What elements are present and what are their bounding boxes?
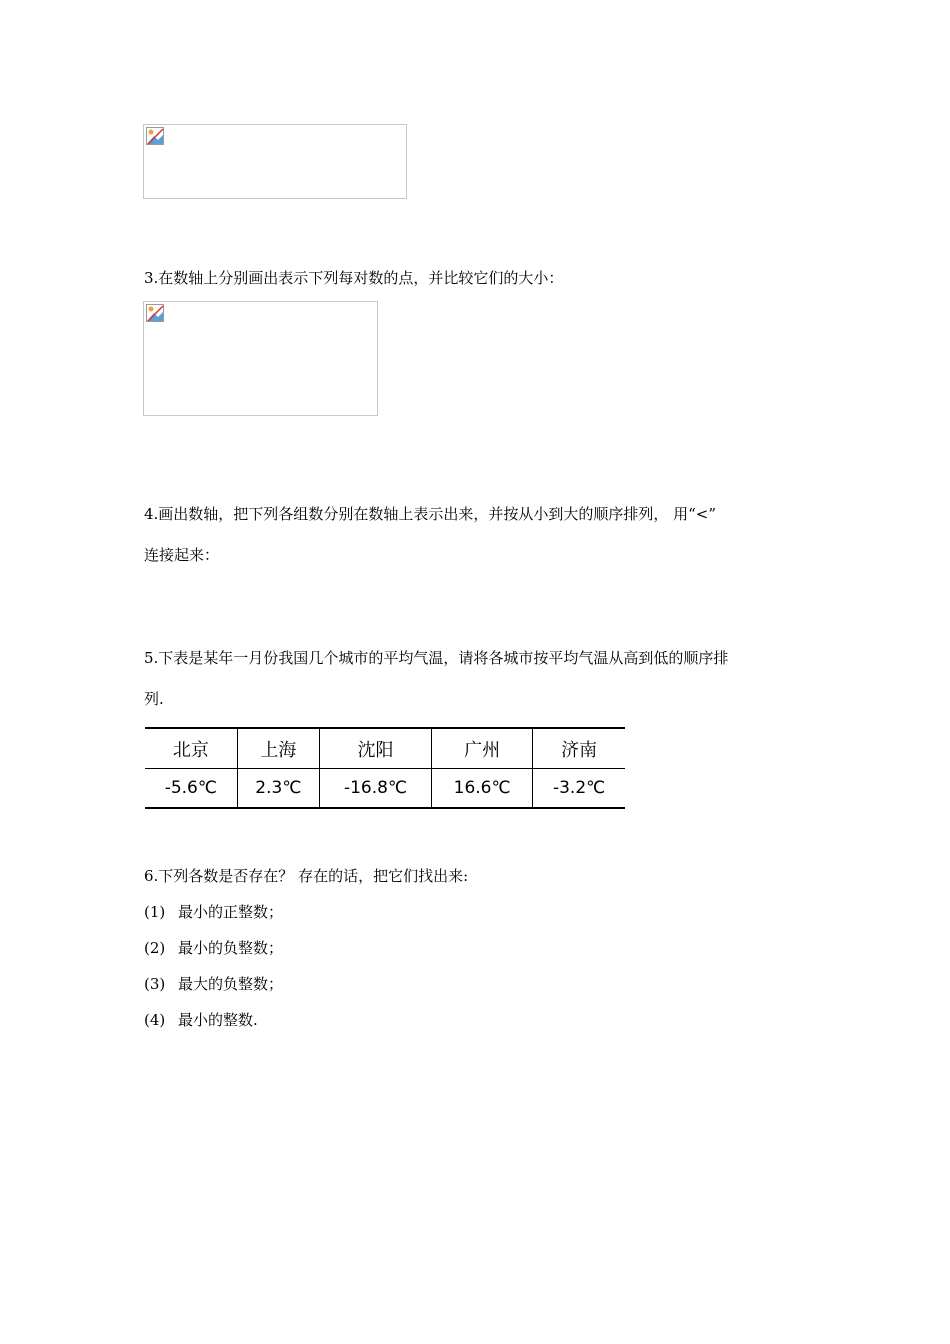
item-text: 最大的负整数； — [178, 975, 284, 993]
question-5-line-2: 列. — [144, 690, 164, 708]
question-6-item-4 — [144, 1010, 258, 1030]
item-text: 最小的负整数； — [178, 939, 284, 957]
city-cell: 广州 — [432, 728, 533, 769]
city-cell: 济南 — [533, 728, 625, 769]
temperature-cell: -5.6℃ — [164, 778, 217, 798]
temperature-cell: -16.8℃ — [320, 769, 432, 809]
temperature-cell: 16.6℃ — [432, 769, 533, 809]
question-6-item-3 — [144, 974, 283, 994]
question-6-item-1 — [144, 902, 283, 922]
item-number: (2) — [144, 939, 166, 957]
question-6: 6.下列各数是否存在？ 存在的话，把它们找出来: — [144, 867, 469, 885]
question-5-line-1: 5.下表是某年一月份我国几个城市的平均气温，请将各城市按平均气温从高到低的顺序排 — [144, 649, 729, 667]
image-placeholder-2 — [143, 301, 378, 416]
temperature-cell: -3.2℃ — [533, 769, 625, 809]
item-text: 最小的整数. — [178, 1011, 258, 1029]
temperature-cell: 2.3℃ — [237, 769, 319, 809]
question-4-line-1: 4.画出数轴，把下列各组数分别在数轴上表示出来，并按从小到大的顺序排列， 用“<” — [144, 505, 716, 523]
item-number: (4) — [144, 1011, 166, 1029]
table-header-row — [145, 728, 625, 769]
image-placeholder-1 — [143, 124, 407, 199]
city-cell: 上海 — [237, 728, 319, 769]
question-6-item-2 — [144, 938, 283, 958]
item-number: (3) — [144, 975, 166, 993]
temperature-table — [145, 727, 625, 809]
broken-image-icon — [146, 127, 164, 145]
question-4-line-2: 连接起来： — [144, 546, 220, 564]
city-cell: 北京 — [172, 739, 209, 761]
broken-image-icon — [146, 304, 164, 322]
question-3: 3.在数轴上分别画出表示下列每对数的点，并比较它们的大小： — [144, 269, 564, 287]
city-cell: 沈阳 — [320, 728, 432, 769]
item-number: (1) — [144, 903, 166, 921]
item-text: 最小的正整数； — [178, 903, 284, 921]
table-row — [145, 769, 625, 809]
